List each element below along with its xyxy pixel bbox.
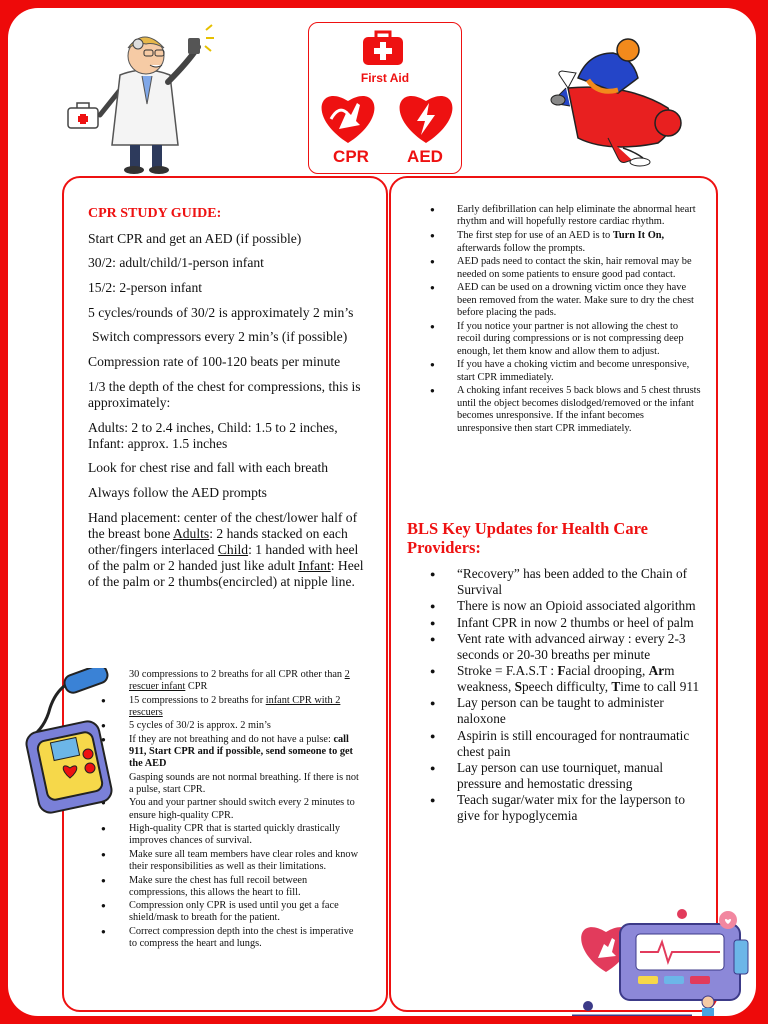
list-item: ● You and your partner should switch every 2 minutes to ensure high-quality CPR. xyxy=(84,797,364,821)
hand-placement-text: Hand placement: center of the chest/lower half of the breast bone Adults: 2 hands stacked on each other/fingers interlaced Child: 1 handed with heel of the palm or 2 handed just like adult Infant: Heel of the palm or 2 thumbs(encircled) at nipple line. xyxy=(88,509,364,589)
list-item: ● Compression only CPR is used until you get a face shield/mask to breath for the patient. xyxy=(84,900,364,924)
list-item: ● If you notice your partner is not allowing the chest to recoil during compressions or is not compressing deep enough, let them know and allow them to adjust. xyxy=(411,321,701,358)
guide-line: 30/2: adult/child/1-person infant xyxy=(88,255,264,271)
list-item: ● Correct compression depth into the chest is imperative to compress the heart and lungs. xyxy=(84,926,364,950)
list-item: ● 30 compressions to 2 breaths for all CPR other than 2 rescuer infant CPR xyxy=(84,669,364,693)
adults-label: Adults xyxy=(172,525,210,541)
list-item: ● Teach sugar/water mix for the layperson to give for hypoglycemia xyxy=(411,792,701,824)
list-item: ● 5 cycles of 30/2 is approx. 2 min’s xyxy=(84,720,364,732)
aed-tips-list xyxy=(411,204,701,436)
list-item: ● Lay person can use tourniquet, manual pressure and hemostatic dressing xyxy=(411,760,701,792)
infant-label: Infant xyxy=(298,557,331,573)
cpr-tips-list xyxy=(84,669,364,952)
guide-line: Compression rate of 100-120 beats per minute xyxy=(88,354,341,370)
list-item: ● A choking infant receives 5 back blows and 5 chest thrusts until the object becomes dislodged/removed or the infant becomes unresponsive. If the infant becomes unresponsive then start CPR immediately. xyxy=(411,385,701,435)
cpr-label: CPR xyxy=(333,147,369,166)
list-item: ● Vent rate with advanced airway : every 2-3 seconds or 20-30 breaths per minute xyxy=(411,631,701,663)
child-label: Child xyxy=(217,541,249,557)
first-aid-logo xyxy=(308,22,462,174)
bls-updates-list xyxy=(411,566,701,825)
list-item: ● High-quality CPR that is started quickly drastically improves chances of survival. xyxy=(84,823,364,847)
first-aid-kit-icon xyxy=(361,29,405,67)
list-item: ● There is now an Opioid associated algorithm xyxy=(411,598,701,614)
list-item: ● AED can be used on a drowning victim once they have been removed from the water. Make sure to dry the chest before placing the pads. xyxy=(411,282,701,319)
list-item: ● Lay person can be taught to administer naloxone xyxy=(411,695,701,727)
medical-monitor-icon xyxy=(558,906,756,1016)
list-item: ● “Recovery” has been added to the Chain of Survival xyxy=(411,566,701,598)
guide-line: 5 cycles/rounds of 30/2 is approximately 2 min’s xyxy=(88,304,354,320)
guide-line: Start CPR and get an AED (if possible) xyxy=(88,230,302,246)
list-item: ● If they are not breathing and do not have a pulse: call 911, Start CPR and if possible, send someone to get the AED xyxy=(84,734,364,770)
guide-line: 1/3 the depth of the chest for compressions, this is approximately: xyxy=(88,378,361,410)
list-item: ● Infant CPR in now 2 thumbs or heel of palm xyxy=(411,615,701,631)
list-item: ● Stroke = F.A.S.T : Facial drooping, Arm weakness, Speech difficulty, Time to call 911 xyxy=(411,663,701,695)
aed-heart-icon xyxy=(395,89,457,145)
guide-line: Switch compressors every 2 min’s (if possible) xyxy=(92,329,348,345)
study-guide-title: CPR STUDY GUIDE: xyxy=(88,206,222,221)
aed-device-icon xyxy=(20,668,120,818)
list-item: ● 15 compressions to 2 breaths for infant CPR with 2 rescuers xyxy=(84,695,364,719)
list-item: ● Make sure all team members have clear roles and know their responsibilities as well as their limitations. xyxy=(84,849,364,873)
guide-line: Look for chest rise and fall with each breath xyxy=(88,460,329,476)
study-guide-text xyxy=(88,206,368,598)
bls-updates-title: BLS Key Updates for Health Care Providers: xyxy=(407,519,648,557)
aed-label: AED xyxy=(407,147,443,166)
aed-guide-panel xyxy=(389,176,718,1012)
doctor-icon xyxy=(60,20,230,175)
list-item: ● Gasping sounds are not normal breathing. If there is not a pulse, start CPR. xyxy=(84,772,364,796)
cpr-rescuer-icon xyxy=(548,38,698,168)
list-item: ● Aspirin is still encouraged for nontraumatic chest pain xyxy=(411,728,701,760)
poster-sheet xyxy=(8,8,756,1016)
guide-line: Adults: 2 to 2.4 inches, Child: 1.5 to 2 inches, Infant: approx. 1.5 inches xyxy=(88,419,338,451)
guide-line: 15/2: 2-person infant xyxy=(88,280,203,296)
list-item: ● Early defibrillation can help eliminate the abnormal heart rhythm and will hopefully restore cardiac rhythm. xyxy=(411,204,701,229)
list-item: ● If you have a choking victim and become unresponsive, start CPR immediately. xyxy=(411,359,701,384)
first-aid-label: First Aid xyxy=(360,71,410,85)
list-item: ● AED pads need to contact the skin, hair removal may be needed on some patients to ensure good pad contact. xyxy=(411,256,701,281)
cpr-heart-icon xyxy=(317,89,379,145)
cpr-study-guide-panel xyxy=(62,176,388,1012)
list-item: ● The first step for use of an AED is to Turn It On, afterwards follow the prompts. xyxy=(411,230,701,255)
list-item: ● Make sure the chest has full recoil between compressions, this allows the heart to fill. xyxy=(84,875,364,899)
guide-line: Always follow the AED prompts xyxy=(88,484,267,500)
